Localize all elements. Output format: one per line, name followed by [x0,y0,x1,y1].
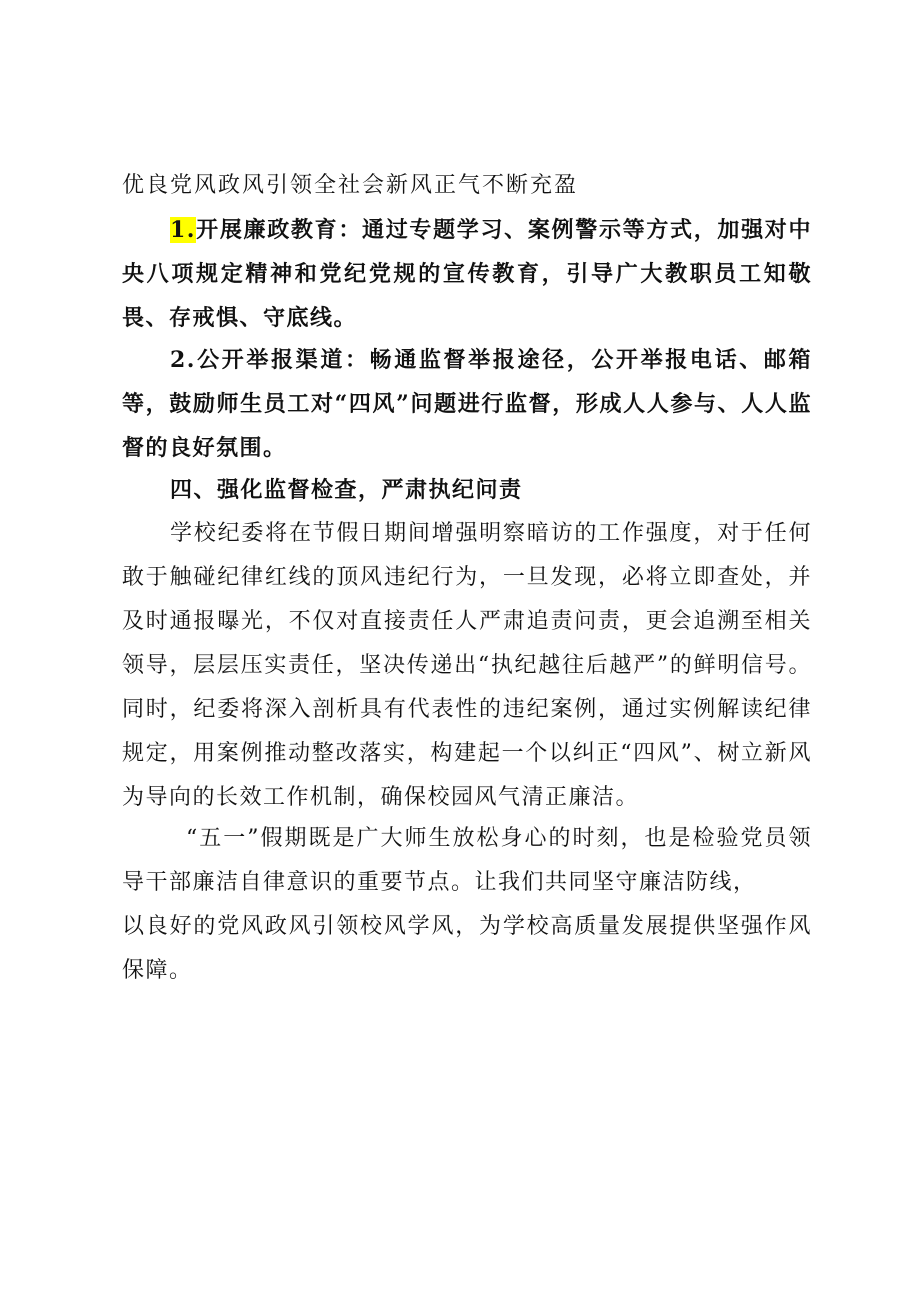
closing-line-1: “五一”假期既是广大师生放松身心的时刻，也是检验党员领导干部廉洁自律意识的重要节点。让我们共同坚守廉洁防线， [122,826,812,895]
section-4-body: 学校纪委将在节假日期间增强明察暗访的工作强度，对于任何敢于触碰纪律红线的顶风违纪行为，一旦发现，必将立即查处，并及时通报曝光，不仅对直接责任人严肃追责问责，更会追溯至相关领导，层层压实责任，坚决传递出“执纪越往后越严”的鲜明信号。同时，纪委将深入剖析具有代表性的违纪案例，通过实例解读纪律规定，用案例推动整改落实，构建起一个以纠正“四风”、树立新风为导向的长效工作机制，确保校园风气清正廉洁。 [122,521,812,810]
closing-line-2: 以良好的党风政风引领校风学风，为学校高质量发展提供坚强作风保障。 [122,914,812,983]
item-1-education [122,208,812,340]
closing-paragraph [122,817,812,993]
section-4-heading: 四、强化监督检查，严肃执纪问责 [170,477,523,503]
item-1-text: 开展廉政教育：通过专题学习、案例警示等方式，加强对中央八项规定精神和党纪党规的宣传教育，引导广大教职员工知敬畏、存戒惧、守底线。 [122,217,812,331]
item-2-reporting-channels: 2.公开举报渠道：畅通监督举报途径，公开举报电话、邮箱等，鼓励师生员工对“四风”问题进行监督，形成人人参与、人人监督的良好氛围。 [122,347,812,461]
item-1-number-highlighted: 1. [170,217,196,243]
intro-line: 优良党风政风引领全社会新风正气不断充盈 [122,173,579,198]
